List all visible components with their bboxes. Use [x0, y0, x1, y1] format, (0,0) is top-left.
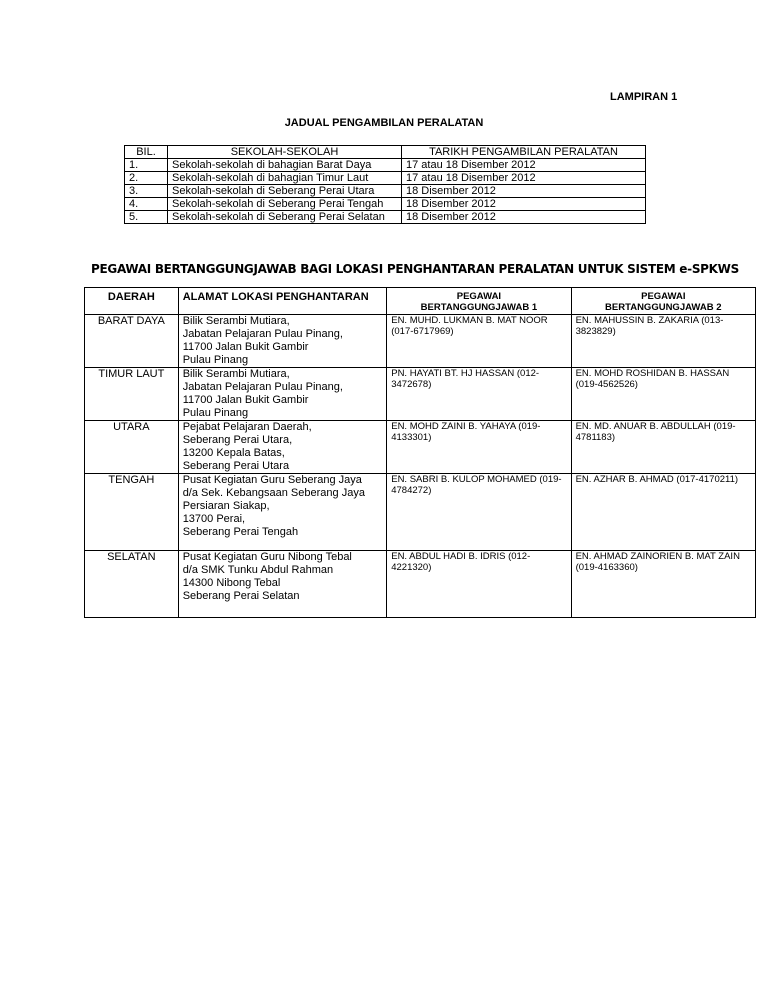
officers-header-row — [85, 288, 756, 315]
address-line: Pulau Pinang — [182, 354, 249, 366]
cell-tarikh: 18 Disember 2012 — [402, 211, 646, 224]
address-line: 14300 Nibong Tebal — [182, 577, 281, 589]
cell-alamat — [178, 315, 387, 368]
address-line: Bilik Serambi Mutiara, — [182, 315, 290, 327]
address-line: Pusat Kegiatan Guru Seberang Jaya — [182, 474, 362, 486]
address-line: Pulau Pinang — [182, 407, 249, 419]
table-row — [125, 198, 646, 211]
header-line: BERTANGGUNGJAWAB 2 — [605, 302, 722, 313]
cell-sekolah: Sekolah-sekolah di Seberang Perai Utara — [168, 185, 402, 198]
col-header-pegawai1 — [387, 288, 571, 315]
schedule-table — [124, 145, 646, 224]
cell-pegawai1: EN. SABRI B. KULOP MOHAMED (019-4784272) — [387, 474, 571, 551]
cell-pegawai1: EN. ABDUL HADI B. IDRIS (012-4221320) — [387, 551, 571, 618]
col-header-pegawai2 — [571, 288, 755, 315]
address-line: Seberang Perai Utara — [182, 460, 290, 472]
col-header-alamat: ALAMAT LOKASI PENGHANTARAN — [178, 288, 387, 315]
address-line: Seberang Perai Tengah — [182, 526, 299, 538]
header-line: BERTANGGUNGJAWAB 1 — [420, 302, 538, 313]
cell-pegawai2: EN. MOHD ROSHIDAN B. HASSAN (019-4562526) — [571, 368, 755, 421]
address-line: Bilik Serambi Mutiara, — [182, 368, 290, 380]
schedule-header-row — [125, 146, 646, 159]
address-line: 11700 Jalan Bukit Gambir — [182, 341, 309, 353]
col-header-tarikh: TARIKH PENGAMBILAN PERALATAN — [402, 146, 646, 159]
address-line: d/a Sek. Kebangsaan Seberang Jaya — [182, 487, 365, 499]
cell-tarikh: 18 Disember 2012 — [402, 198, 646, 211]
address-line: Jabatan Pelajaran Pulau Pinang, — [182, 381, 343, 393]
cell-alamat — [178, 474, 387, 551]
address-line: 13700 Perai, — [182, 513, 246, 525]
address-line: Seberang Perai Utara, — [182, 434, 293, 446]
cell-sekolah: Sekolah-sekolah di Seberang Perai Selatan — [168, 211, 402, 224]
table-row — [125, 172, 646, 185]
col-header-bil: BIL. — [125, 146, 168, 159]
table-row — [125, 211, 646, 224]
cell-bil: 3. — [125, 185, 168, 198]
address-line: 13200 Kepala Batas, — [182, 447, 285, 459]
cell-sekolah: Sekolah-sekolah di Seberang Perai Tengah — [168, 198, 402, 211]
cell-tarikh: 18 Disember 2012 — [402, 185, 646, 198]
cell-bil: 4. — [125, 198, 168, 211]
table-row — [125, 159, 646, 172]
cell-daerah: UTARA — [85, 421, 179, 474]
cell-alamat — [178, 368, 387, 421]
col-header-daerah: DAERAH — [85, 288, 179, 315]
table-row — [85, 551, 756, 618]
cell-pegawai1: EN. MOHD ZAINI B. YAHAYA (019-4133301) — [387, 421, 571, 474]
cell-alamat — [178, 551, 387, 618]
cell-pegawai2: EN. MAHUSSIN B. ZAKARIA (013-3823829) — [571, 315, 755, 368]
appendix-label: LAMPIRAN 1 — [610, 91, 678, 103]
address-line: Pejabat Pelajaran Daerah, — [182, 421, 312, 433]
cell-pegawai1: PN. HAYATI BT. HJ HASSAN (012-3472678) — [387, 368, 571, 421]
cell-bil: 2. — [125, 172, 168, 185]
cell-tarikh: 17 atau 18 Disember 2012 — [402, 159, 646, 172]
address-line: Seberang Perai Selatan — [182, 590, 300, 602]
cell-pegawai1: EN. MUHD. LUKMAN B. MAT NOOR (017-6717969) — [387, 315, 571, 368]
table-row — [85, 421, 756, 474]
officers-table — [84, 287, 756, 618]
cell-pegawai2: EN. MD. ANUAR B. ABDULLAH (019-4781183) — [571, 421, 755, 474]
header-line: PEGAWAI — [641, 291, 686, 302]
address-line: 11700 Jalan Bukit Gambir — [182, 394, 309, 406]
address-line: Persiaran Siakap, — [182, 500, 270, 512]
address-line: Jabatan Pelajaran Pulau Pinang, — [182, 328, 343, 340]
cell-pegawai2: EN. AZHAR B. AHMAD (017-4170211) — [571, 474, 755, 551]
cell-daerah: TIMUR LAUT — [85, 368, 179, 421]
cell-daerah: SELATAN — [85, 551, 179, 618]
cell-tarikh: 17 atau 18 Disember 2012 — [402, 172, 646, 185]
cell-daerah: TENGAH — [85, 474, 179, 551]
table-row — [85, 368, 756, 421]
address-line: d/a SMK Tunku Abdul Rahman — [182, 564, 334, 576]
table-row — [125, 185, 646, 198]
cell-sekolah: Sekolah-sekolah di bahagian Timur Laut — [168, 172, 402, 185]
cell-sekolah: Sekolah-sekolah di bahagian Barat Daya — [168, 159, 402, 172]
cell-pegawai2: EN. AHMAD ZAINORIEN B. MAT ZAIN (019-4163360) — [571, 551, 755, 618]
col-header-sekolah: SEKOLAH-SEKOLAH — [168, 146, 402, 159]
schedule-title: JADUAL PENGAMBILAN PERALATAN — [284, 117, 484, 129]
table-row — [85, 315, 756, 368]
officers-title: PEGAWAI BERTANGGUNGJAWAB BAGI LOKASI PENGHANTARAN PERALATAN UNTUK SISTEM e-SPKWS — [91, 262, 739, 276]
table-row — [85, 474, 756, 551]
cell-bil: 5. — [125, 211, 168, 224]
address-line: Pusat Kegiatan Guru Nibong Tebal — [182, 551, 352, 563]
cell-daerah: BARAT DAYA — [85, 315, 179, 368]
header-line: PEGAWAI — [456, 291, 502, 302]
cell-alamat — [178, 421, 387, 474]
cell-bil: 1. — [125, 159, 168, 172]
